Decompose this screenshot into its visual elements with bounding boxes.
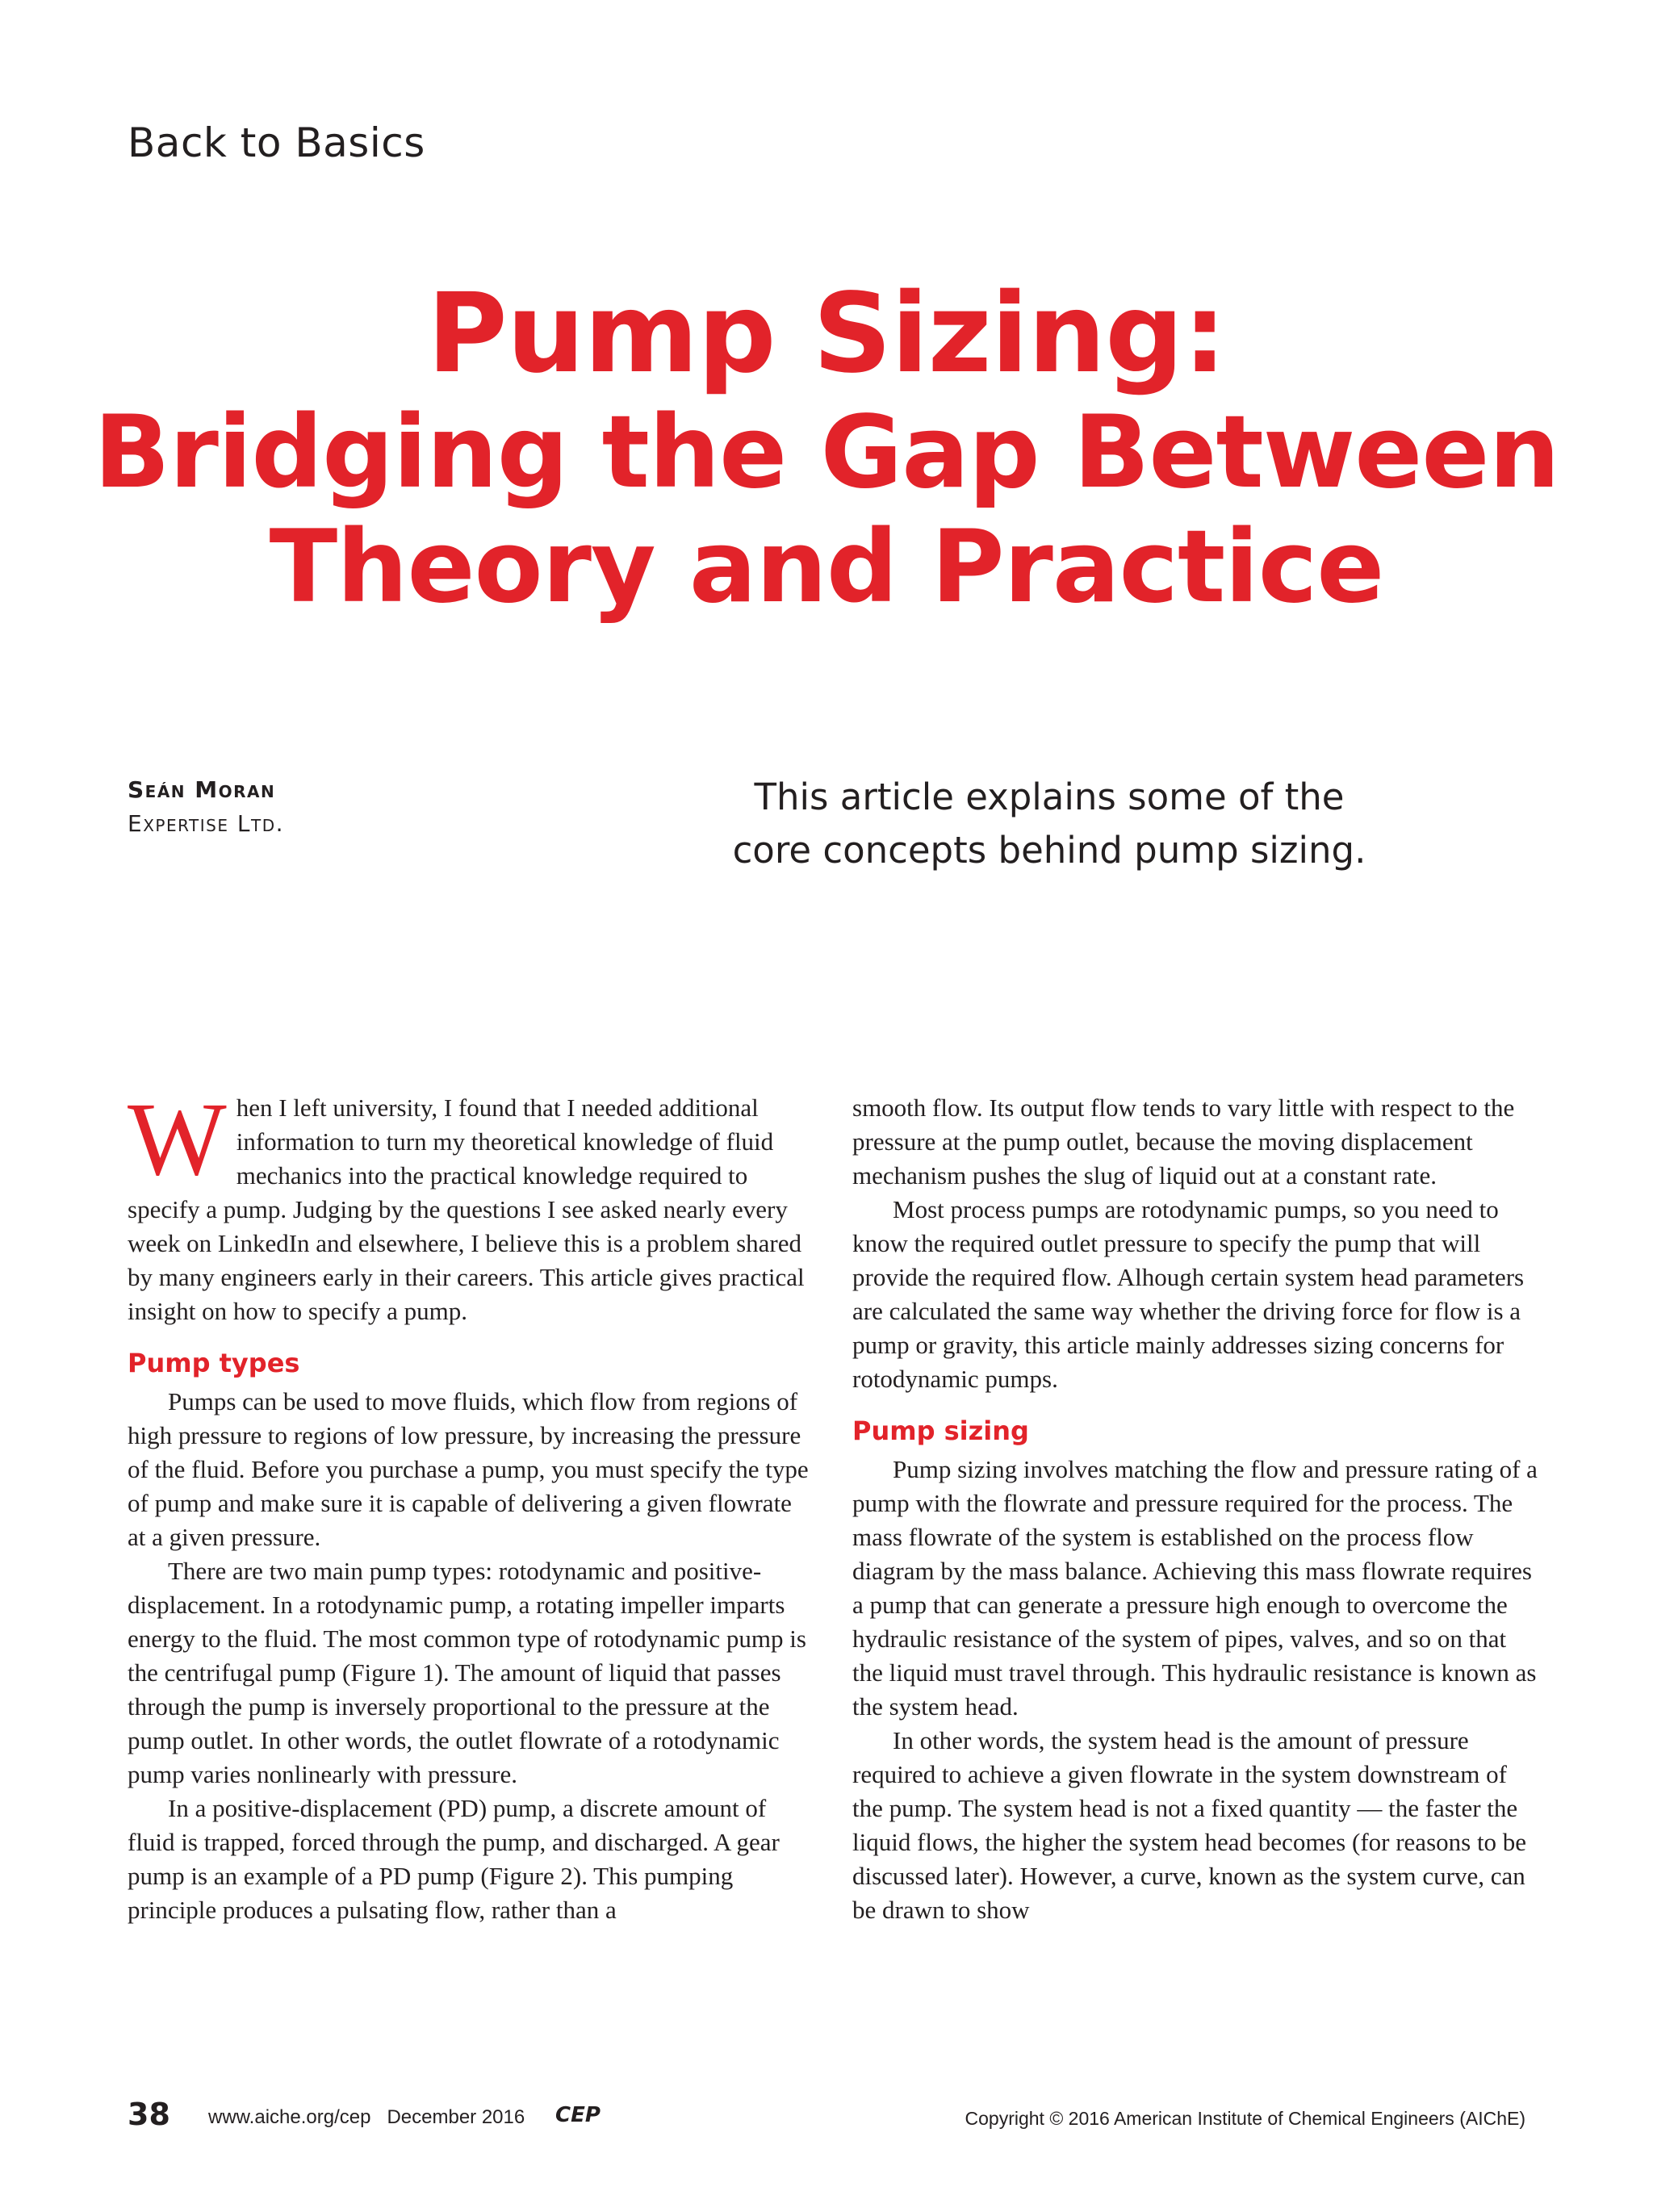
title-line-3: Theory and Practice bbox=[269, 508, 1384, 625]
deck-line-1: This article explains some of the bbox=[754, 776, 1345, 818]
body-paragraph-continued: smooth flow. Its output flow tends to vary little with respect to the pressure at the pump outlet, because the moving displacement mechanism pushes the slug of liquid out at a constant rate. bbox=[852, 1093, 1515, 1190]
heading-pump-types: Pump types bbox=[128, 1348, 300, 1378]
body-paragraph: There are two main pump types: rotodynamic and positive-displacement. In a rotodynamic pump, a rotating impeller imparts energy to the fluid. The most common type of rotodynamic pump is the centrifugal pump (Figure 1). The amount of liquid that passes through the pump is inversely proportional to the pressure at the pump outlet. In other words, the outlet flowrate of a rotodynamic pump varies nonlinearly with pressure. bbox=[128, 1557, 806, 1788]
footer-url: www.aiche.org/cep bbox=[208, 2106, 371, 2128]
body-paragraph: In a positive-displacement (PD) pump, a discrete amount of fluid is trapped, forced through the pump, and discharged. A gear pump is an example of a PD pump (Figure 2). This pumping principle produces a pulsating flow, rather than a bbox=[128, 1794, 780, 1924]
deck-line-2: core concepts behind pump sizing. bbox=[732, 829, 1366, 872]
body-column-right bbox=[852, 1091, 1538, 1927]
footer-date: December 2016 bbox=[387, 2106, 525, 2128]
heading-pump-sizing: Pump sizing bbox=[852, 1415, 1029, 1446]
author-name: Seán Moran bbox=[128, 776, 276, 803]
article-deck bbox=[694, 771, 1404, 877]
article-title bbox=[0, 270, 1653, 625]
body-paragraph: In other words, the system head is the amount of pressure required to achieve a given flowrate in the system downstream of the pump. The system head is not a fixed quantity — the faster the liquid flows, the higher the system head becomes (for reasons to be discussed later). However, a curve, known as the system curve, can be drawn to show bbox=[852, 1726, 1527, 1924]
title-line-2: Bridging the Gap Between bbox=[94, 394, 1559, 511]
footer-url-date bbox=[208, 2106, 525, 2129]
body-paragraph: Most process pumps are rotodynamic pumps, so you need to know the required outlet pressure to specify the pump that will provide the required flow. Alhough certain system head parameters are calculated the same way whether the driving force for flow is a pump or gravity, this article mainly addresses sizing concerns for rotodynamic pumps. bbox=[852, 1195, 1525, 1393]
magazine-logo: CEP bbox=[555, 2103, 601, 2127]
intro-text: hen I left university, I found that I needed additional information to turn my theoretical knowledge of fluid mechanics into the practical knowledge required to specify a pump. Judging by the questions I see asked nearly every week on LinkedIn and elsewhere, I believe this is a problem shared by many engineers early in their careers. This article gives practical insight on how to specify a pump. bbox=[128, 1093, 805, 1325]
body-paragraph: Pumps can be used to move fluids, which flow from regions of high pressure to regions of low pressure, by increasing the pressure of the fluid. Before you purchase a pump, you must specify the type of pump and make sure it is capable of delivering a given flowrate at a given pressure. bbox=[128, 1387, 809, 1551]
page-number: 38 bbox=[128, 2097, 170, 2132]
drop-cap: W bbox=[128, 1081, 227, 1198]
author-organization: Expertise Ltd. bbox=[128, 810, 284, 837]
body-column-left bbox=[128, 1081, 809, 1927]
body-paragraph: Pump sizing involves matching the flow and pressure rating of a pump with the flowrate and pressure required for the process. The mass flowrate of the system is established on the process flow diagram by the mass balance. Achieving this mass flowrate requires a pump that can generate a pressure high enough to overcome the hydraulic resistance of the system of pipes, valves, and so on that the liquid must travel through. This hydraulic resistance is known as the system head. bbox=[852, 1455, 1538, 1721]
section-label: Back to Basics bbox=[128, 119, 425, 166]
copyright-notice: Copyright © 2016 American Institute of Chemical Engineers (AIChE) bbox=[965, 2108, 1525, 2129]
intro-paragraph bbox=[128, 1081, 809, 1328]
title-line-1: Pump Sizing: bbox=[427, 270, 1226, 398]
